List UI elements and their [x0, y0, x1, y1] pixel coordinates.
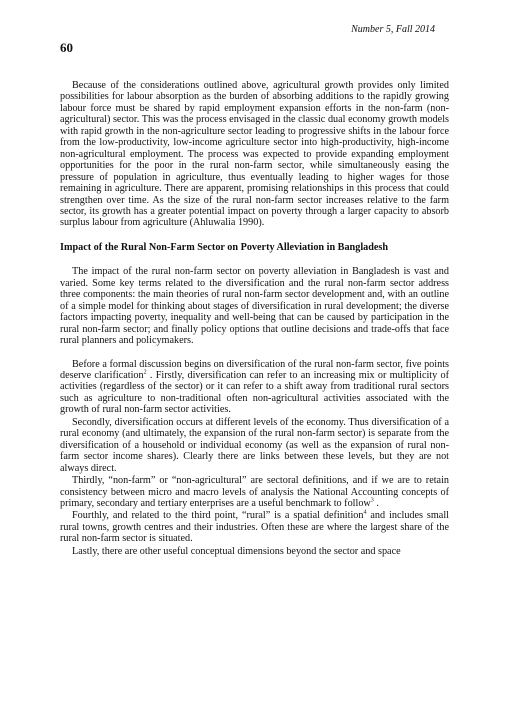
paragraph-3-text-b: . Firstly, diversification can refer to an increasing mix or multiplicity of activities (regardless of the sector) or it can refer to a shift away from traditional rural sectors such as agriculture to non-traditional often non-agricultural activities associated with the growth of rural non-farm sector activities. [60, 369, 449, 416]
paragraph-5-text-a: Thirdly, “non-farm” or “non-agricultural” are sectoral definitions, and if we are to retain consistency between micro and macro levels of analysis the National Accounting concepts of primary, secondary and tertiary enterprises are a useful benchmark to follow [60, 475, 449, 509]
footnote-ref-3[interactable]: 3 [370, 497, 374, 504]
paragraph-2: The impact of the rural non-farm sector on poverty alleviation in Bangladesh is vast and varied. Some key terms related to the diversification and the rural non-farm sector address three components: the main theories of rural non-farm sector development and, with an outline of a simple model for thinking about stages of diversification in rural development; the diverse factors impacting poverty, inequality and well-being that can be caused by participation in the rural non-farm sector; and finally policy options that outline decisions and trade-offs that face rural planners and policymakers. [60, 266, 449, 347]
paragraph-5 [60, 475, 449, 509]
footnote-ref-2[interactable]: 2 [143, 369, 147, 376]
paragraph-7: Lastly, there are other useful conceptual dimensions beyond the sector and space [72, 545, 401, 557]
paragraph-3-text-a: Before a formal discussion begins on diversification of the rural non-farm sector, five points deserve clarification [60, 358, 449, 381]
paragraph-5-text-b: . [373, 497, 379, 509]
paragraph-6-text-a: Fourthly, and related to the third point, “rural” is a spatial definition [72, 510, 364, 522]
paragraph-6-text-b: and includes small rural towns, growth centres and their industries. Often these are where the largest share of the rural non-farm sector is situated. [60, 510, 449, 545]
paragraph-6 [60, 510, 449, 544]
paragraph-3 [60, 359, 449, 416]
section-heading: Impact of the Rural Non-Farm Sector on Poverty Alleviation in Bangladesh [60, 241, 389, 253]
article-body [60, 80, 449, 558]
footnote-ref-4[interactable]: 4 [363, 510, 367, 517]
paragraph-1: Because of the considerations outlined above, agricultural growth provides only limited possibilities for labour absorption as the burden of absorbing additions to the rapidly growing labour force must be shared by rapid employment expansion efforts in the non-farm (non-agricultural) sector. This was the process envisaged in the classic dual economy growth models with rapid growth in the non-agriculture sector leading to progressive shifts in the labour force from the low-productivity, low-income agriculture sector into high-productivity, high-income non-agricultural employment. The process was expected to provide expanding employment opportunities for the poor in the rural non-farm sector, while simultaneously easing the pressure of population in agriculture, thus eventually leading to higher wages for those remaining in agriculture. There are apparent, promising relationships in this process that could strengthen over time. As the size of the rural non-farm sector increases relative to the farm sector, its growth has a greater potential impact on poverty through a larger capacity to absorb surplus labour from agriculture (Ahluwalia 1990). [60, 80, 449, 229]
paragraph-4: Secondly, diversification occurs at different levels of the economy. Thus diversification of a rural economy (and ultimately, the expansion of the rural non-farm sector) is separate from the diversification of a household or individual economy (as well as the expansion of rural non-farm sector income shares). Clearly there are links between these levels, but they are not always direct. [60, 416, 449, 474]
page-number: 60 [60, 40, 73, 55]
running-head: Number 5, Fall 2014 [351, 24, 435, 35]
